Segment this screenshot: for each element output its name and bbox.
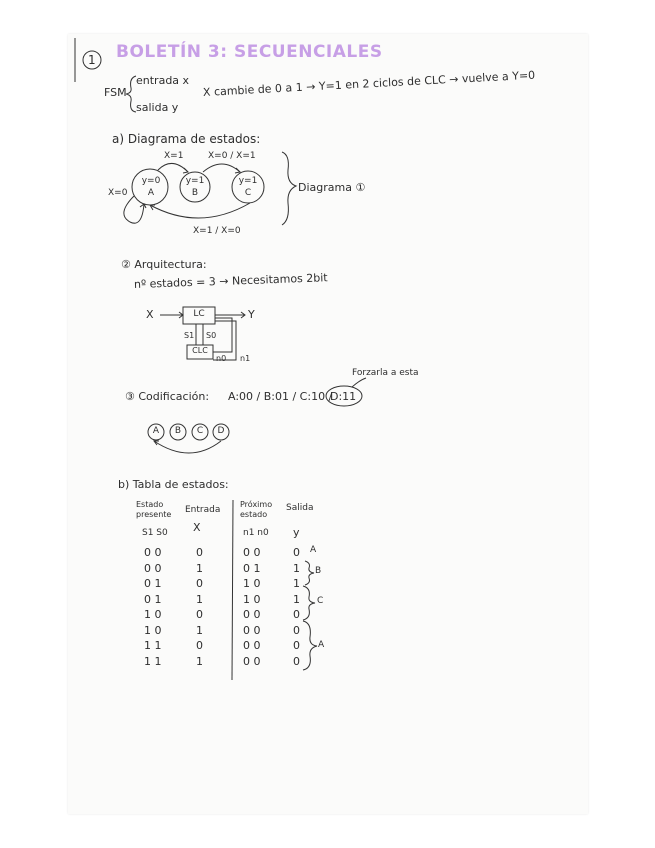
table-cell-n: 0 0 bbox=[243, 654, 261, 668]
table-cell-s: 1 1 bbox=[144, 639, 162, 652]
state-b-name: B bbox=[191, 188, 199, 198]
fsm-output: salida y bbox=[136, 101, 179, 114]
table-cell-y: 1 bbox=[293, 592, 300, 606]
state-c-name: C bbox=[244, 188, 252, 198]
page-title: BOLETÍN 3: SECUENCIALES bbox=[116, 42, 383, 62]
codificacion-codes: A:00 / B:01 / C:10 / bbox=[228, 390, 333, 403]
table-cell-x: 1 bbox=[196, 654, 203, 668]
table-cell-n: 0 0 bbox=[243, 639, 261, 652]
codificacion-heading: ③ Codificación: bbox=[125, 390, 210, 403]
subheader-output: y bbox=[293, 526, 300, 539]
state-a-name: A bbox=[147, 188, 155, 198]
table-cell-x: 1 bbox=[196, 592, 203, 606]
brace-a2 bbox=[303, 621, 317, 670]
table-cell-x: 0 bbox=[196, 546, 203, 559]
arch-y-output: Y bbox=[248, 308, 255, 321]
table-cell-y: 1 bbox=[293, 561, 300, 575]
section-b-heading: b) Tabla de estados: bbox=[118, 478, 229, 491]
table-cell-s: 0 1 bbox=[144, 577, 162, 590]
lc-label: LC bbox=[193, 309, 205, 319]
table-cell-s: 0 0 bbox=[144, 561, 162, 575]
label-a-b: X=1 bbox=[164, 151, 184, 161]
table-cell-s: 1 1 bbox=[144, 654, 162, 668]
table-cell-n: 0 0 bbox=[243, 546, 261, 559]
table-cell-s: 1 0 bbox=[144, 608, 162, 621]
label-b-c: X=0 / X=1 bbox=[208, 151, 256, 161]
section-a-heading: a) Diagrama de estados: bbox=[112, 132, 261, 146]
table-cell-n: 1 0 bbox=[243, 577, 261, 590]
table-cell-x: 1 bbox=[196, 561, 203, 575]
table-cell-n: 1 0 bbox=[243, 592, 261, 606]
circled-code-text: D:11 bbox=[330, 390, 357, 403]
table-cell-y: 0 bbox=[293, 623, 300, 637]
table-cell-n: 0 0 bbox=[243, 623, 261, 637]
fsm-description: X cambie de 0 a 1 → Y=1 en 2 ciclos de CLC → vuelve a Y=0 bbox=[202, 68, 536, 99]
clc-label: CLC bbox=[192, 346, 208, 355]
header-input: Entrada bbox=[185, 505, 221, 515]
table-cell-n: 0 0 bbox=[243, 608, 261, 621]
table-cell-s: 1 0 bbox=[144, 623, 162, 637]
table-cell-x: 0 bbox=[196, 577, 203, 590]
group-label-a: A bbox=[310, 545, 317, 555]
group-label-b: B bbox=[315, 566, 322, 576]
brace-c bbox=[303, 586, 315, 620]
table-cell-s: 0 1 bbox=[144, 592, 162, 606]
subheader-present: S1 S0 bbox=[142, 528, 168, 538]
page-number: 1 bbox=[88, 53, 96, 67]
table-cell-x: 0 bbox=[196, 639, 203, 652]
state-c-output: y=1 bbox=[238, 176, 258, 186]
table-cell-y: 1 bbox=[293, 577, 300, 590]
arquitectura-heading: ② Arquitectura: bbox=[121, 258, 207, 271]
table-cell-n: 0 1 bbox=[243, 561, 261, 575]
encoding-state-d: D bbox=[217, 426, 225, 436]
state-b-output: y=1 bbox=[185, 176, 205, 186]
arch-x-input: X bbox=[146, 308, 154, 321]
diagram-note: Diagrama ① bbox=[298, 181, 366, 194]
brace-b bbox=[305, 561, 314, 585]
s0-label: S0 bbox=[206, 331, 217, 340]
header-next: Próximo estado bbox=[240, 500, 273, 519]
header-present: Estado presente bbox=[136, 500, 172, 519]
subheader-next: n1 n0 bbox=[243, 528, 269, 538]
encoding-state-a: A bbox=[152, 426, 160, 436]
state-a-output: y=0 bbox=[141, 176, 161, 186]
table-cell-y: 0 bbox=[293, 608, 300, 621]
table-cell-x: 0 bbox=[196, 608, 203, 621]
s1-label: S1 bbox=[184, 331, 195, 340]
label-c-a: X=1 / X=0 bbox=[193, 226, 241, 236]
table-cell-y: 0 bbox=[293, 639, 300, 652]
label-self-a: X=0 bbox=[108, 188, 128, 198]
encoding-state-b: B bbox=[174, 426, 182, 436]
group-label-c: C bbox=[317, 596, 324, 606]
table-cell-y: 0 bbox=[293, 654, 300, 668]
n0-label: n0 bbox=[216, 354, 227, 363]
group-label-a2: A bbox=[318, 640, 325, 650]
subheader-input: X bbox=[193, 521, 201, 534]
fsm-input: entrada x bbox=[136, 74, 190, 87]
header-output: Salida bbox=[286, 503, 314, 513]
table-cell-s: 0 0 bbox=[144, 546, 162, 559]
states-count-line: nº estados = 3 → Necesitamos 2bit bbox=[133, 271, 328, 291]
table-cell-y: 0 bbox=[293, 546, 300, 559]
force-note: Forzarla a esta bbox=[352, 368, 419, 378]
fsm-label: FSM bbox=[104, 86, 127, 99]
table-cell-x: 1 bbox=[196, 623, 203, 637]
n1-label: n1 bbox=[240, 354, 251, 363]
encoding-state-c: C bbox=[196, 426, 204, 436]
